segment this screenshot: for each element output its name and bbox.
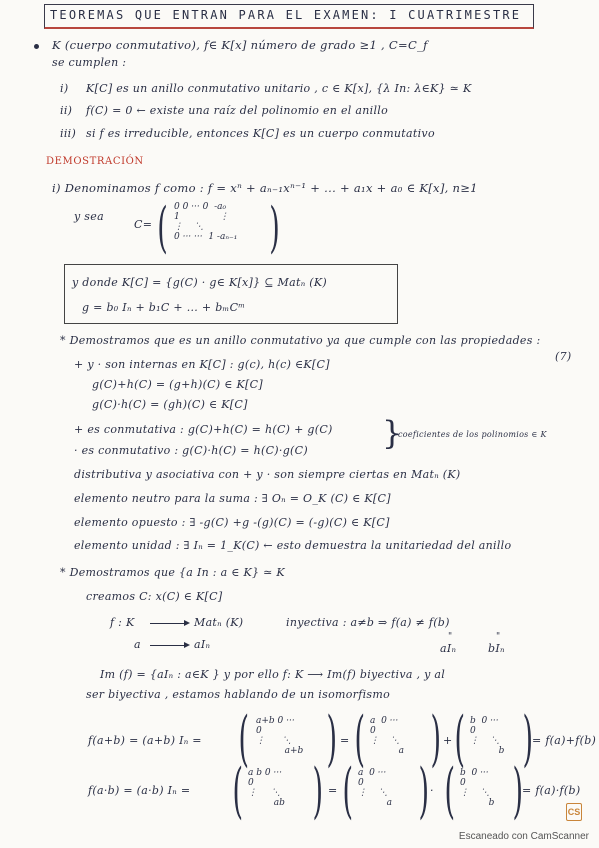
section-heading: DEMOSTRACIÓN	[46, 156, 144, 167]
camscanner-logo-icon: CS	[566, 803, 582, 821]
a-map-target: aIₙ	[194, 638, 211, 651]
item-text: si f es irreducible, entonces K[C] es un cuerpo conmutativo	[86, 127, 435, 140]
box-line-2: g = b₀ Iₙ + b₁C + ... + bₘCᵐ	[82, 301, 246, 314]
prop-line: elemento opuesto : ∃ -g(C) +g -(g)(C) = (-g)(C) ∈ K[C]	[74, 516, 390, 529]
right-paren: )	[418, 756, 429, 826]
matrix-b: b 0 ··· 0 ⋮ ⋱ b	[460, 768, 495, 808]
f-map-codomain: Matₙ (K)	[194, 616, 244, 629]
sum-result: = f(a)+f(b)	[532, 734, 597, 747]
prop-line: · es conmutativo : g(C)·h(C) = h(C)·g(C)	[74, 444, 308, 457]
iso-creamos: creamos C: x(C) ∈ K[C]	[86, 590, 223, 603]
item-num: i)	[60, 82, 69, 95]
prop-line: + y · son internas en K[C] : g(c), h(c) ∈K[C]	[74, 358, 330, 371]
definition-box	[64, 264, 398, 324]
matrix-b: b 0 ··· 0 ⋮ ⋱ b	[470, 716, 505, 756]
item-num: iii)	[60, 127, 77, 140]
prod-lhs: f(a·b) = (a·b) Iₙ =	[88, 784, 191, 797]
page-title: TEOREMAS QUE ENTRAN PARA EL EXAMEN: I CUATRIMESTRE	[50, 8, 522, 22]
equals-sign: =	[340, 734, 350, 747]
y-sea-label: y sea	[74, 210, 104, 223]
c-equals-label: C=	[134, 218, 153, 231]
box-line-1: y donde K[C] = {g(C) · g∈ K[x]} ⊆ Matₙ (K)	[72, 276, 327, 289]
item-text: f(C) = 0 ← existe una raíz del polinomio en el anillo	[86, 104, 389, 117]
matrix-a: a 0 ··· 0 ⋮ ⋱ a	[358, 768, 392, 808]
matrix-a: a 0 ··· 0 ⋮ ⋱ a	[370, 716, 404, 756]
prod-result: = f(a)·f(b)	[522, 784, 581, 797]
item-text: K[C] es un anillo conmutativo unitario , c ∈ K[x], {λ In: λ∈K} ≃ K	[86, 82, 472, 95]
f-map-domain: f : K	[110, 616, 135, 629]
intro-line-1: K (cuerpo conmutativo), f∈ K[x] número de grado ≥1 , C=C_f	[52, 38, 428, 52]
left-paren: (	[454, 704, 465, 774]
right-paren: )	[312, 756, 323, 826]
prop-line: elemento neutro para la suma : ∃ Oₙ = O_K (C) ∈ K[C]	[74, 492, 391, 505]
left-paren: (	[232, 756, 243, 826]
right-paren: )	[269, 196, 280, 259]
im-line: Im (f) = {aIₙ : a∈K } y por ello f: K ⟶ Im(f) biyectiva , y al	[100, 668, 446, 681]
prop-line: + es conmutativa : g(C)+h(C) = h(C) + g(C)	[74, 423, 333, 436]
scanner-watermark: Escaneado con CamScanner	[458, 831, 589, 842]
left-paren: (	[342, 756, 353, 826]
props-intro: * Demostramos que es un anillo conmutativo ya que cumple con las propiedades :	[60, 334, 541, 347]
iso-intro: * Demostramos que {a In : a ∈ K} ≃ K	[60, 566, 285, 579]
prop-line: g(C)·h(C) = (gh)(C) ∈ K[C]	[92, 398, 248, 411]
right-paren: )	[326, 704, 337, 774]
plus-sign: +	[443, 734, 453, 747]
a-map-domain: a	[134, 638, 141, 651]
bIn-label: bIₙ	[488, 642, 505, 655]
bullet	[34, 44, 39, 49]
left-paren: (	[354, 704, 365, 774]
map-arrow	[150, 645, 188, 646]
companion-matrix: 0 0 ··· 0 -a₀ 1 ⋮ ⋮ ⋱ 0 ··· ··· 1 -aₙ₋₁	[174, 202, 238, 242]
props-count: (7)	[555, 350, 572, 363]
inyectiva-line: inyectiva : a≠b ⇒ f(a) ≠ f(b)	[286, 616, 450, 629]
right-brace: }	[382, 414, 403, 452]
matrix-sum: a+b 0 ··· 0 ⋮ ⋱ a+b	[256, 716, 304, 756]
demo-step-1: i) Denominamos f como : f = xⁿ + aₙ₋₁xⁿ⁻¹ + ... + a₁x + a₀ ∈ K[x], n≥1	[52, 181, 478, 195]
sum-lhs: f(a+b) = (a+b) Iₙ =	[88, 734, 202, 747]
right-paren: )	[512, 756, 523, 826]
aIn-label: aIₙ	[440, 642, 457, 655]
matrix-prod: a b 0 ··· 0 ⋮ ⋱ ab	[248, 768, 285, 808]
left-paren: (	[238, 704, 249, 774]
equals-mark: "	[448, 632, 453, 642]
dot-sign: ·	[430, 784, 434, 797]
intro-line-2: se cumplen :	[52, 56, 127, 69]
equals-mark: "	[496, 632, 501, 642]
brace-note: coeficientes de los polinomios ∈ K	[398, 430, 547, 439]
prop-line: elemento unidad : ∃ Iₙ = 1_K(C) ← esto demuestra la unitariedad del anillo	[74, 539, 512, 552]
right-paren: )	[430, 704, 441, 774]
map-arrow	[150, 623, 188, 624]
right-paren: )	[522, 704, 533, 774]
prop-line: distributiva y asociativa con + y · son siempre ciertas en Matₙ (K)	[74, 468, 461, 481]
left-paren: (	[444, 756, 455, 826]
item-num: ii)	[60, 104, 73, 117]
biyectiva-line: ser biyectiva , estamos hablando de un isomorfismo	[86, 688, 390, 701]
equals-sign: =	[328, 784, 338, 797]
prop-line: g(C)+h(C) = (g+h)(C) ∈ K[C]	[92, 378, 263, 391]
left-paren: (	[157, 196, 168, 259]
